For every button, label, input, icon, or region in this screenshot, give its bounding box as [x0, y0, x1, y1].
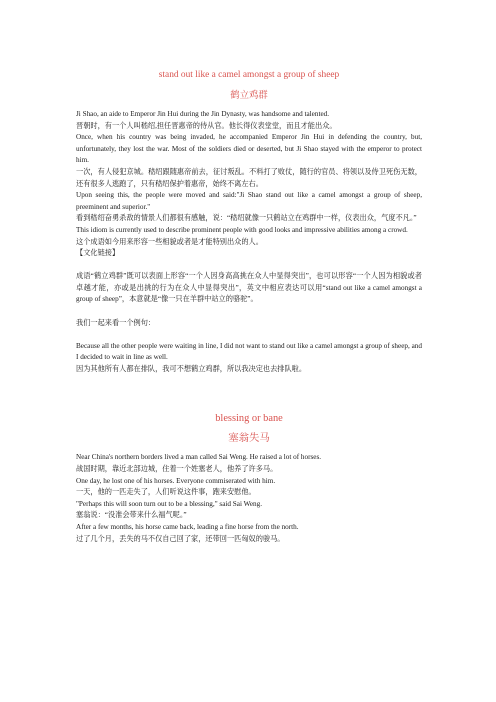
spacer [76, 375, 422, 411]
culture-paragraph: 成语“鹤立鸡群”既可以表面上形容“一个人因身高高挑在众人中显得突出”，也可以形容“一个人因为相貌或者卓越才能，亦或是出挑的行为在众人中显得突出”，英文中相应表达可以用“stand out like a camel amongst a group of sheep”，本意就是“像一只在羊群中站立的骆驼”。 [76, 272, 422, 304]
section-subtitle: 鹤立鸡群 [230, 91, 268, 101]
section-subtitle: 塞翁失马 [228, 433, 270, 445]
paragraph: "Perhaps this will soon turn out to be a blessing," said Sai Weng. [76, 499, 263, 508]
paragraph: After a few months, his horse came back, leading a fine horse from the north. [76, 522, 299, 531]
spacer [76, 260, 422, 272]
spacer [76, 329, 422, 341]
example-intro: 我们一起来看一个例句： [76, 318, 156, 327]
paragraph: One day, he lost one of his horses. Everyone commiserated with him. [76, 476, 276, 485]
paragraph: Ji Shao, an aide to Emperor Jin Hui during the Jin Dynasty, was handsome and talented. [76, 110, 330, 118]
spacer [76, 306, 422, 318]
paragraph: 这个成语如今用来形容一些相貌或者是才能特别出众的人。 [76, 237, 263, 246]
document-content [76, 68, 422, 545]
paragraph: 一天，他的一匹走失了，人们听说这件事，跑来安慰他。 [76, 488, 256, 497]
paragraph: This idiom is currently used to describe prominent people with good looks and impressive abilities among a crowd. [76, 225, 408, 234]
example-english: Because all the other people were waiting in line, I did not want to stand out like a camel amongst a group of sheep, and I decided to wait in line as well. [76, 341, 422, 362]
section-title: stand out like a camel amongst a group of sheep [158, 70, 340, 80]
paragraph: 过了几个月，丢失的马不仅自己回了家，还带回一匹匈奴的骏马。 [76, 534, 285, 543]
paragraph: Once, when his country was being invaded, he accompanied Emperor Jin Hui in defending the country, but, unfortunately, they lost the war. Most of the soldiers died or deserted, but Ji Shao stayed with the emperor to protect him. [76, 133, 422, 165]
example-chinese: 因为其他所有人都在排队，我可不想鹤立鸡群，所以我决定也去排队啦。 [76, 364, 307, 373]
paragraph: 一次，有人侵犯京城。嵇绍跟随惠帝前去，征讨叛乱。不料打了败仗，随行的官员、将领以及侍卫死伤无数，还有很多人逃跑了，只有嵇绍保护着惠帝，始终不离左右。 [76, 167, 422, 188]
section-title: blessing or bane [215, 413, 283, 425]
paragraph: Near China's northern borders lived a man called Sai Weng. He raised a lot of horses. [76, 453, 322, 462]
paragraph: 看到嵇绍奋勇杀敌的情景人们都很有感触，说：“嵇绍就像一只鹤站立在鸡群中一样，仪表出众，气度不凡。” [76, 214, 417, 223]
paragraph: 战国时期，靠近北部边城，住着一个姓塞老人，他养了许多马。 [76, 464, 278, 473]
section-camel-idiom [76, 68, 422, 375]
culture-link-heading: 【文化链接】 [76, 249, 120, 258]
section-blessing-idiom [76, 411, 422, 545]
paragraph: 晋朝时，有一个人叫嵇绍,担任晋惠帝的侍从官。他长得仪表堂堂，而且才能出众。 [76, 121, 337, 130]
paragraph: Upon seeing this, the people were moved and said:"Ji Shao stand out like a camel amongst a group of sheep, preeminent and superior." [76, 191, 422, 211]
paragraph: 塞翁说：“没准会带来什么福气呢。” [76, 511, 187, 520]
